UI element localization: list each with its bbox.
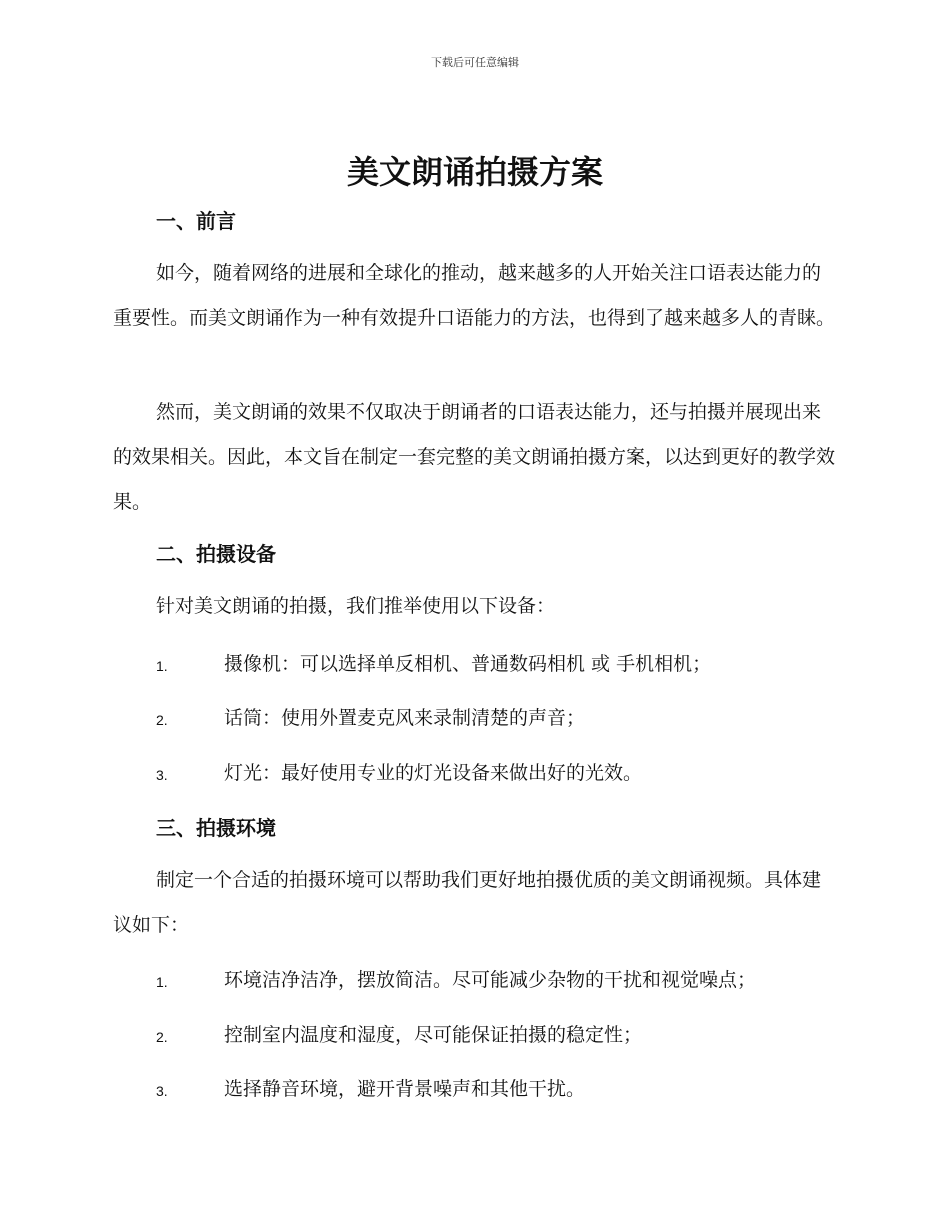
equipment-intro: 针对美文朗诵的拍摄，我们推举使用以下设备：	[156, 595, 556, 617]
list-number: 1.	[156, 658, 168, 674]
list-item-text: 环境洁净洁净，摆放简洁。尽可能减少杂物的干扰和视觉噪点；	[224, 969, 757, 991]
preface-paragraph-2: 然而，美文朗诵的效果不仅取决于朗诵者的口语表达能力，还与拍摄并展现出来的效果相关。因此，本文旨在制定一套完整的美文朗诵拍摄方案，以达到更好的教学效果。	[113, 401, 836, 513]
list-number: 2.	[156, 712, 168, 728]
environment-intro: 制定一个合适的拍摄环境可以帮助我们更好地拍摄优质的美文朗诵视频。具体建议如下：	[113, 869, 822, 936]
list-number: 1.	[156, 974, 168, 990]
section-heading-equipment: 二、拍摄设备	[156, 542, 276, 566]
document-title: 美文朗诵拍摄方案	[346, 153, 603, 191]
list-number: 3.	[156, 1083, 168, 1099]
list-number: 2.	[156, 1029, 168, 1045]
preface-paragraph-1: 如今，随着网络的进展和全球化的推动，越来越多的人开始关注口语表达能力的重要性。而美文朗诵作为一种有效提升口语能力的方法，也得到了越来越多人的青睐。	[113, 262, 836, 329]
list-item-text: 灯光：最好使用专业的灯光设备来做出好的光效。	[224, 762, 643, 784]
page-header-note: 下载后可任意编辑	[431, 56, 519, 69]
list-item-text: 话筒：使用外置麦克风来录制清楚的声音；	[224, 707, 586, 729]
section-heading-preface: 一、前言	[156, 209, 236, 233]
list-number: 3.	[156, 767, 168, 783]
list-item-text: 摄像机：可以选择单反相机、普通数码相机 或 手机相机；	[224, 653, 712, 675]
section-heading-environment: 三、拍摄环境	[156, 816, 276, 840]
list-item-text: 选择静音环境，避开背景噪声和其他干扰。	[224, 1078, 586, 1100]
list-item-text: 控制室内温度和湿度，尽可能保证拍摄的稳定性；	[224, 1024, 643, 1046]
